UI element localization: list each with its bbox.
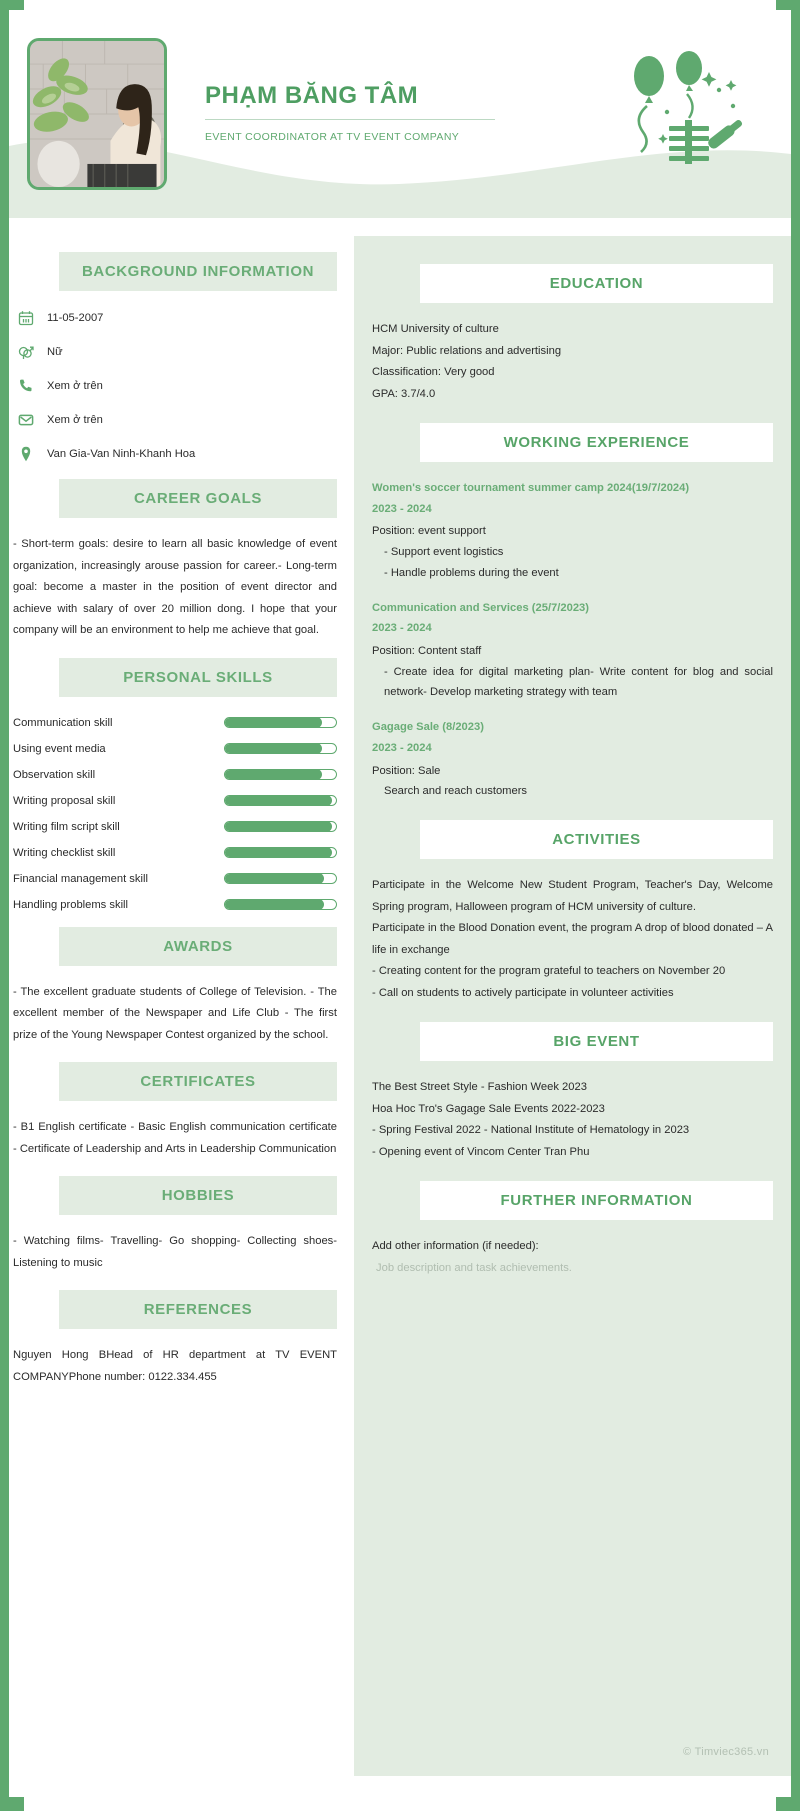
skill-row	[13, 821, 337, 833]
experience-bullet: - Support event logistics	[384, 546, 504, 559]
experience-position: Position: Sale	[372, 764, 441, 777]
skill-label: Using event media	[13, 742, 106, 755]
big-event-line: The Best Street Style - Fashion Week 2023	[372, 1081, 587, 1094]
avatar	[27, 38, 167, 190]
skill-progress-bar	[224, 847, 337, 858]
skill-label: Observation skill	[13, 768, 96, 781]
experience-entry	[372, 478, 773, 584]
experience-title: Gagage Sale (8/2023)	[372, 721, 484, 734]
education-line: Classification: Very good	[372, 366, 495, 378]
working-experience-list	[372, 478, 773, 802]
activities-list	[372, 875, 773, 1004]
section-heading-awards: AWARDS	[59, 927, 337, 966]
experience-position: Position: Content staff	[372, 645, 482, 658]
background-information-list	[9, 307, 345, 463]
candidate-photo	[30, 41, 164, 187]
skill-label: Writing checklist skill	[13, 846, 116, 859]
cv-body	[9, 218, 791, 1776]
info-value-email: Xem ở trên	[47, 414, 103, 426]
skill-label: Communication skill	[13, 716, 113, 729]
section-heading-career-goals: CAREER GOALS	[59, 479, 337, 518]
activity-paragraph: - Call on students to actively participate in volunteer activities	[372, 986, 674, 999]
education-list	[372, 319, 773, 405]
skill-label: Handling problems skill	[13, 898, 129, 911]
experience-bullet: Search and reach customers	[384, 785, 528, 798]
big-event-line: - Opening event of Vincom Center Tran Phu	[372, 1145, 590, 1158]
skill-progress-fill	[224, 899, 324, 910]
section-heading-hobbies: HOBBIES	[59, 1176, 337, 1215]
info-value-phone: Xem ở trên	[47, 380, 103, 392]
phone-icon	[17, 377, 35, 395]
certificates-text: - B1 English certificate - Basic English communication certificate - Certificate of Leadership and Arts in Leadership Communication	[13, 1121, 337, 1155]
section-heading-further-information: FURTHER INFORMATION	[420, 1181, 773, 1220]
experience-years: 2023 - 2024	[372, 622, 432, 635]
left-column	[9, 236, 354, 1388]
references-text: Nguyen Hong BHead of HR department at TV EVENT COMPANYPhone number: 0122.334.455	[13, 1349, 337, 1383]
experience-bullet: - Handle problems during the event	[384, 566, 559, 579]
skill-row	[13, 769, 337, 781]
skill-progress-bar	[224, 795, 337, 806]
activity-paragraph: Participate in the Blood Donation event, the program A drop of blood donated – A life in exchange	[372, 922, 773, 956]
awards-text: - The excellent graduate students of College of Television. - The excellent member of the Newspaper and Life Club - The first prize of the Young Newspaper Contest organized by the school.	[13, 985, 337, 1041]
skill-progress-bar	[224, 899, 337, 910]
mail-icon	[17, 411, 35, 429]
section-heading-big-event: BIG EVENT	[420, 1022, 773, 1061]
section-heading-certificates: CERTIFICATES	[59, 1062, 337, 1101]
candidate-name: PHẠM BĂNG TÂM	[205, 82, 419, 109]
skill-row	[13, 743, 337, 755]
section-heading-activities: ACTIVITIES	[420, 820, 773, 859]
skill-label: Writing proposal skill	[13, 794, 116, 807]
experience-entry	[372, 598, 773, 704]
skill-row	[13, 899, 337, 911]
frame-bar-left	[0, 0, 9, 1811]
skill-progress-fill	[224, 795, 332, 806]
skill-row	[13, 847, 337, 859]
skill-label: Financial management skill	[13, 872, 148, 885]
hobbies-text: - Watching films- Travelling- Go shopping- Collecting shoes- Listening to music	[13, 1235, 337, 1269]
right-column	[354, 236, 791, 1776]
further-information-block	[372, 1236, 773, 1279]
skill-progress-fill	[224, 717, 322, 728]
info-row-address	[17, 445, 345, 463]
big-event-line: Hoa Hoc Tro's Gagage Sale Events 2022-2023	[372, 1102, 605, 1115]
info-value-birthday: 11-05-2007	[47, 312, 104, 324]
experience-position: Position: event support	[372, 525, 486, 538]
skill-row	[13, 717, 337, 729]
info-row-phone	[17, 377, 345, 395]
education-line: GPA: 3.7/4.0	[372, 387, 436, 400]
section-heading-background-information: BACKGROUND INFORMATION	[59, 252, 337, 291]
further-information-placeholder[interactable]: Job description and task achievements.	[376, 1261, 572, 1274]
section-heading-personal-skills: PERSONAL SKILLS	[59, 658, 337, 697]
skill-progress-fill	[224, 821, 332, 832]
skill-progress-fill	[224, 847, 332, 858]
name-divider	[205, 119, 495, 120]
education-line: HCM University of culture	[372, 323, 499, 335]
experience-years: 2023 - 2024	[372, 502, 432, 515]
experience-title: Women's soccer tournament summer camp 2024(19/7/2024)	[372, 482, 690, 494]
skill-row	[13, 795, 337, 807]
info-row-gender	[17, 343, 345, 361]
further-information-label: Add other information (if needed):	[372, 1240, 539, 1253]
skill-progress-fill	[224, 769, 322, 780]
site-credit: © Timviec365.vn	[683, 1746, 769, 1758]
frame-corner-bottom-left	[0, 1797, 24, 1811]
info-value-gender: Nữ	[47, 346, 63, 358]
skill-progress-fill	[224, 873, 324, 884]
balloons-icon	[623, 50, 753, 180]
frame-corner-bottom-right	[776, 1797, 800, 1811]
cv-header	[9, 10, 791, 218]
experience-title: Communication and Services (25/7/2023)	[372, 601, 589, 614]
section-heading-references: REFERENCES	[59, 1290, 337, 1329]
big-event-line: - Spring Festival 2022 - National Institute of Hematology in 2023	[372, 1124, 690, 1137]
activity-paragraph: - Creating content for the program grateful to teachers on November 20	[372, 965, 726, 978]
personal-skills-list	[9, 713, 345, 911]
experience-years: 2023 - 2024	[372, 741, 432, 754]
info-value-address: Van Gia-Van Ninh-Khanh Hoa	[47, 448, 196, 460]
activity-paragraph: Participate in the Welcome New Student Program, Teacher's Day, Welcome Spring program, Halloween program of HCM university of culture.	[372, 879, 773, 913]
info-row-email	[17, 411, 345, 429]
section-heading-working-experience: WORKING EXPERIENCE	[420, 423, 773, 462]
skill-progress-bar	[224, 821, 337, 832]
experience-entry	[372, 717, 773, 802]
calendar-icon	[17, 309, 35, 327]
skill-progress-bar	[224, 717, 337, 728]
skill-progress-bar	[224, 743, 337, 754]
section-heading-education: EDUCATION	[420, 264, 773, 303]
skill-progress-fill	[224, 743, 322, 754]
gender-icon	[17, 343, 35, 361]
big-event-list	[372, 1077, 773, 1163]
header-identity	[205, 82, 565, 143]
experience-bullet: - Create idea for digital marketing plan- Write content for blog and social network- Develop marketing strategy with team	[384, 665, 773, 699]
skill-progress-bar	[224, 769, 337, 780]
frame-bar-right	[791, 0, 800, 1811]
location-icon	[17, 445, 35, 463]
education-line: Major: Public relations and advertising	[372, 344, 562, 357]
career-goals-text: - Short-term goals: desire to learn all basic knowledge of event organization, increasingly arouse passion for career.- Long-term goal: become a master in the position of event director and achieve with salary of over 20 million dong. I hope that your company will be an environment to help me achieve that goal.	[13, 538, 337, 636]
skill-progress-bar	[224, 873, 337, 884]
skill-row	[13, 873, 337, 885]
skill-label: Writing film script skill	[13, 820, 120, 833]
candidate-job-title: EVENT COORDINATOR AT TV EVENT COMPANY	[205, 131, 460, 143]
info-row-birthday	[17, 309, 345, 327]
